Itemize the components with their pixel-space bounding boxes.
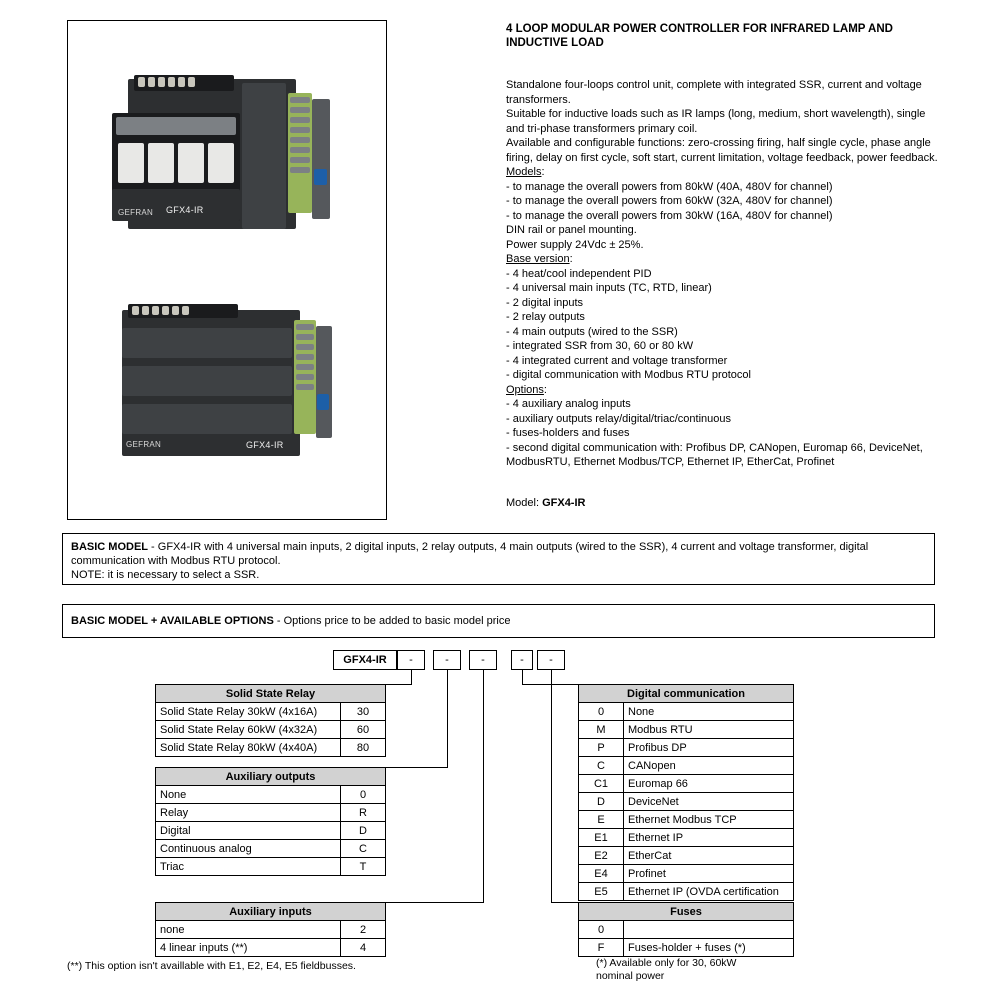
footnote-aux-inputs: (**) This option isn't availlable with E1, E2, E4, E5 fieldbusses. [67,960,356,972]
table-row [156,703,386,721]
table-row [156,858,386,876]
code-cell-fuses[interactable]: - [537,650,565,670]
cell-label: Ethernet Modbus TCP [624,811,794,829]
table-row [156,840,386,858]
model-prefix: Model: [506,496,543,509]
cell-label: Triac [156,858,341,876]
base-version-item-4: - 2 relay outputs [506,311,585,323]
base-version-item-3: - 2 digital inputs [506,296,584,309]
options-price-box [62,604,935,638]
models-heading: Models [506,166,542,178]
table-fuses [578,902,794,957]
code-cell-aux-outputs[interactable]: - [433,650,461,670]
cell-label: Fuses-holder + fuses (*) [624,939,794,957]
base-version-item-1: - 4 heat/cool independent PID [506,267,652,280]
base-version-item-2: - 4 universal main inputs (TC, RTD, linear) [506,282,712,294]
cell-label: EtherCat [624,847,794,865]
cell-code: 0 [341,786,386,804]
table-row [579,939,794,957]
cell-label: Euromap 66 [624,775,794,793]
table-title-fuses: Fuses [579,903,794,921]
table-row [579,865,794,883]
table-auxiliary-outputs [155,767,386,876]
options-box-label: BASIC MODEL + AVAILABLE OPTIONS [71,615,274,627]
basic-model-box [62,533,935,585]
power-supply-line: Power supply 24Vdc ± 25%. [506,238,644,251]
table-row [579,847,794,865]
mounting-line: DIN rail or panel mounting. [506,224,637,236]
table-title-digital-communication: Digital communication [579,685,794,703]
cell-code: C1 [579,775,624,793]
product-photo-front [104,53,340,245]
table-row [579,883,794,901]
product-description: 4 LOOP MODULAR POWER CONTROLLER FOR INFRARED LAMP AND INDUCTIVE LOAD Standalone four-loops control unit, complete with integrated SSR, current and voltage transformers. Suitable for inductive loads such as IR lamps (long, medium, short wavelength), single and tri-phase transformers primary coil. Available and configurable functions: zero-crossing firing, half single cycle, phase angle firing, delay on first cycle, soft start, current limitation, voltage feedback, power feedback. Models: - to manage the overall powers from 80kW (40A, 480V for channel) - to manage the overall powers from 60kW (32A, 480V for channel) - to manage the overall powers from 30kW (16A, 480V for channel) DIN rail or panel mounting. Power supply 24Vdc ± 25%. Base version: - 4 heat/cool independent PID - 4 universal main inputs (TC, RTD, linear) - 2 digital inputs - 2 relay outputs - 4 main outputs (wired to the SSR) - integrated SSR from 30, 60 or 80 kW - 4 integrated current and voltage transformer - digital communication with Modbus RTU protocol Options: - 4 auxiliary analog inputs - auxiliary outputs relay/digital/triac/continuous - fuses-holders and fuses - second digital communication with: Profibus DP, CANopen, Euromap 66, DeviceNet, ModbusRTU, Ethernet Modbus/TCP, Ethernet IP, EtherCat, Profinet Model: GFX4-IR [506,22,946,509]
product-photo-side [104,276,340,468]
cell-code: R [341,804,386,822]
desc-line-3: Available and configurable functions: zero-crossing firing, half single cycle, phase angle firing, delay on first cycle, soft start, current limitation, voltage feedback, power feedback. [506,137,938,164]
table-row [156,804,386,822]
table-row [579,739,794,757]
table-row [156,939,386,957]
cell-label: None [156,786,341,804]
cell-label [624,921,794,939]
table-row [156,721,386,739]
desc-line-2: Suitable for inductive loads such as IR lamps (long, medium, short wavelength), single and tri-phase transformers primary coil. [506,108,926,135]
table-digital-communication [578,684,794,901]
table-row [156,921,386,939]
table-row [579,829,794,847]
cell-code: D [579,793,624,811]
cell-label: Digital [156,822,341,840]
cell-code: 80 [341,739,386,757]
cell-label: Modbus RTU [624,721,794,739]
cell-code: E [579,811,624,829]
cell-label: Solid State Relay 60kW (4x32A) [156,721,341,739]
base-version-item-6: - integrated SSR from 30, 60 or 80 kW [506,340,694,352]
cell-label: Relay [156,804,341,822]
table-row [579,793,794,811]
model-designation [506,497,946,509]
table-row [579,921,794,939]
options-item-4: - second digital communication with: Profibus DP, CANopen, Euromap 66, DeviceNet, ModbusRTU, Ethernet Modbus/TCP, Ethernet IP, EtherCat, Profinet [506,441,923,468]
code-cell-ssr[interactable]: - [397,650,425,670]
desc-line-1: Standalone four-loops control unit, complete with integrated SSR, current and voltage transformers. [506,79,922,106]
cell-code: 2 [341,921,386,939]
cell-code: E2 [579,847,624,865]
photo-brand-label-2: GEFRAN [126,440,162,449]
table-row [156,786,386,804]
cell-code: C [341,840,386,858]
cell-label: Ethernet IP [624,829,794,847]
cell-label: Solid State Relay 80kW (4x40A) [156,739,341,757]
table-row [579,757,794,775]
cell-code: D [341,822,386,840]
options-heading: Options [506,383,544,396]
cell-code: P [579,739,624,757]
cell-code: F [579,939,624,957]
cell-label: CANopen [624,757,794,775]
model-power-80: - to manage the overall powers from 80kW (40A, 480V for channel) [506,180,833,193]
page-title: 4 LOOP MODULAR POWER CONTROLLER FOR INFRARED LAMP AND INDUCTIVE LOAD [506,23,893,49]
options-box-text: - Options price to be added to basic model price [273,615,511,627]
cell-label: Profibus DP [624,739,794,757]
cell-label: Profinet [624,865,794,883]
table-row [579,703,794,721]
cell-code: 4 [341,939,386,957]
basic-model-text: - GFX4-IR with 4 universal main inputs, 2 digital inputs, 2 relay outputs, 4 main outputs (wired to the SSR), 4 current and voltage transformer, digital communication with Modbus RTU protocol. [71,541,869,567]
cell-label: Solid State Relay 30kW (4x16A) [156,703,341,721]
options-item-1: - 4 auxiliary analog inputs [506,398,631,410]
table-row [579,775,794,793]
cell-code: 30 [341,703,386,721]
table-auxiliary-inputs [155,902,386,957]
options-item-3: - fuses-holders and fuses [506,427,630,439]
cell-code: 0 [579,921,624,939]
cell-code: M [579,721,624,739]
code-cell-aux-inputs[interactable]: - [469,650,497,670]
photo-model-label-1: GFX4-IR [166,205,204,215]
footnote-fuses-line1: (*) Available only for 30, 60kW [596,957,737,969]
cell-label: none [156,921,341,939]
table-title-ssr: Solid State Relay [156,685,386,703]
footnote-fuses-line2: nominal power [596,970,665,982]
photo-brand-label-1: GEFRAN [118,208,154,217]
table-title-aux-outputs: Auxiliary outputs [156,768,386,786]
footnote-fuses [596,957,816,983]
cell-label: None [624,703,794,721]
model-value: GFX4-IR [542,496,586,509]
cell-label: Continuous analog [156,840,341,858]
options-item-2: - auxiliary outputs relay/digital/triac/continuous [506,412,732,425]
photo-model-label-2: GFX4-IR [246,440,284,450]
table-row [579,721,794,739]
model-power-30: - to manage the overall powers from 30kW (16A, 480V for channel) [506,209,833,222]
basic-model-label: BASIC MODEL [71,541,148,553]
cell-label: Ethernet IP (OVDA certification [624,883,794,901]
cell-code: 0 [579,703,624,721]
cell-code: T [341,858,386,876]
table-row [156,822,386,840]
product-image-frame [67,20,387,520]
base-version-item-7: - 4 integrated current and voltage transformer [506,354,728,367]
cell-code: 60 [341,721,386,739]
base-version-heading: Base version [506,253,570,265]
table-row [156,739,386,757]
cell-code: E1 [579,829,624,847]
cell-code: E5 [579,883,624,901]
cell-code: E4 [579,865,624,883]
cell-label: 4 linear inputs (**) [156,939,341,957]
cell-label: DeviceNet [624,793,794,811]
code-cell-model[interactable]: GFX4-IR [333,650,397,670]
base-version-item-8: - digital communication with Modbus RTU protocol [506,369,751,381]
code-cell-digital-communication[interactable]: - [511,650,533,670]
table-solid-state-relay [155,684,386,757]
table-title-aux-inputs: Auxiliary inputs [156,903,386,921]
table-row [579,811,794,829]
base-version-item-5: - 4 main outputs (wired to the SSR) [506,325,678,338]
basic-model-note: NOTE: it is necessary to select a SSR. [71,569,260,581]
cell-code: C [579,757,624,775]
model-power-60: - to manage the overall powers from 60kW (32A, 480V for channel) [506,195,833,207]
